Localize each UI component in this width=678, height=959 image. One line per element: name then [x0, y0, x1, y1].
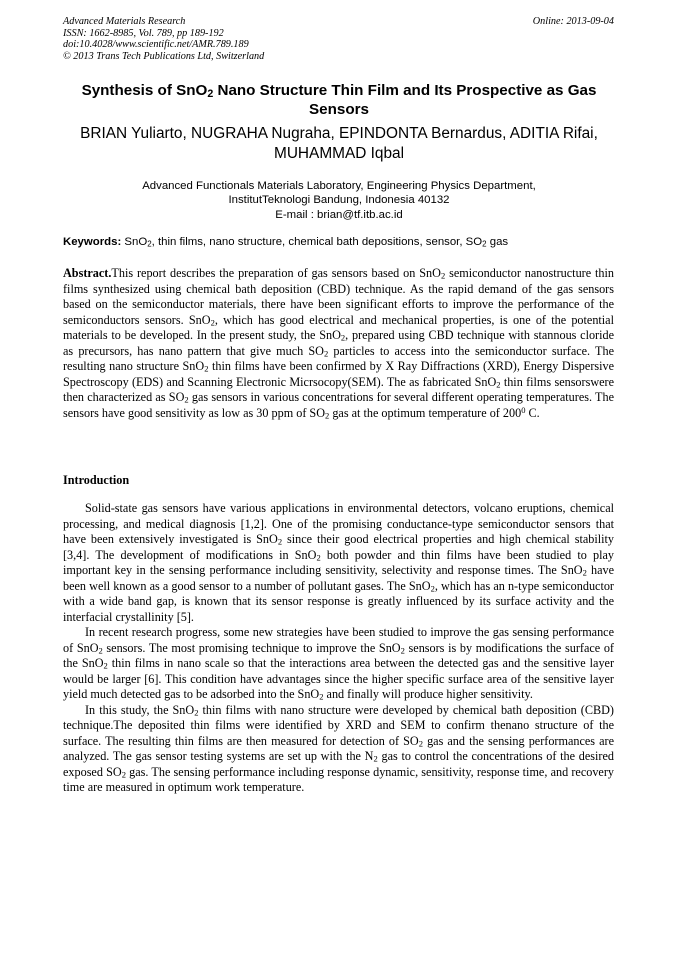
- journal-header: [63, 16, 614, 62]
- abstract: Abstract.This report describes the preparation of gas sensors based on SnO$_2$ semiconductor nanostructure thin films synthesized using chemical bath deposition (CBD) technique. As the rapid demand of the gas sensors based on the semiconductor materials, there have been significant efforts to improve the performance of the semiconductors sensors. SnO$_2$, which has good electrical and mechanical properties, is one of the potential materials to be developed. In the present study, the SnO$_2$, prepared using CBD technique with stannous cloride as precursors, has nano pattern that give much $SO_2$ particles to access into the semiconductor surface. The resulting nano structure SnO$_2$ thin films have been confirmed by X Ray Diffractions (XRD), Energy Dispersive Spectroscopy (EDS) and Scanning Electronic Micrsocopy(SEM). The as fabricated SnO$_2$ thin films sensorswere then characterized as $SO_2$ gas sensors in various concentrations for several different operating temperatures. The sensors have good sensitivity as low as 30 ppm of $SO_2$ gas at the optimum temperature of $200^0$ C.: [63, 266, 615, 421]
- affiliation-email: E-mail : brian@tf.itb.ac.id: [275, 208, 403, 221]
- paragraph: Solid-state gas sensors have various applications in environmental detectors, volcano eruptions, chemical processing, and medical diagnosis [1,2]. One of the promising conductance-type semiconductor sensors that have been extensively investigated is SnO$_2$ since their good electrical properties and high chemical stability [3,4]. The development of modifications in SnO$_2$ both powder and thin films have been studied to play important key in the sensing performance including sensitivity, selectivity and response times. The SnO$_2$ have been well known as a good sensor to a number of pollutant gases. The SnO$_2$, which has an n-type semiconductor with a wide band gap, is known that its sensor response is greatly influenced by its surface activity and the interfacial crystallinity [5].: [63, 501, 615, 624]
- journal-name: Advanced Materials Research: [63, 16, 186, 27]
- copyright: © 2013 Trans Tech Publications Ltd, Switzerland: [63, 50, 265, 62]
- authors: BRIAN Yuliarto, NUGRAHA Nugraha, EPINDONTA Bernardus, ADITIA Rifai, MUHAMMAD Iqbal: [80, 125, 598, 162]
- keywords: Keywords: SnO$_2$, thin films, nano structure, chemical bath depositions, sensor, $SO_2$ gas: [63, 236, 509, 249]
- keywords-label: Keywords:: [63, 236, 122, 248]
- paragraph: In recent research progress, some new strategies have been studied to improve the gas sensing performance of SnO$_2$ sensors. The most promising technique to improve the SnO$_2$ sensors is by modifications the surface of the SnO$_2$ thin films in nano scale so that the interactions area between the detected gas and the sensitive layer would be larger [6]. This condition have advantages since the higher specific surface area of the sensitive layer yield much detected gas to be adsorbed into the SnO$_2$ and finally will produce higher sensitivity.: [63, 625, 614, 702]
- paper-title: Synthesis of SnO$_2$ Nano Structure Thin Film and Its Prospective as Gas Sensors: [81, 82, 597, 118]
- paragraph: In this study, the SnO$_2$ thin films with nano structure were developed by chemical bath deposition (CBD) technique.The deposited thin films were identified by XRD and SEM to confirm thenano structure of the surface. The resulting thin films are then measured for detection of $SO_2$ gas and the sensing performances are analyzed. The gas sensor testing systems are set up with the $N_2$ gas to control the concentrations of the desired exposed $SO_2$ gas. The sensing performance including response dynamic, sensitivity, response time, and recovery time are measured in optimum work temperature.: [63, 702, 614, 794]
- doi: doi:10.4028/www.scientific.net/AMR.789.189: [63, 39, 249, 51]
- introduction-body: [63, 501, 614, 796]
- issn: ISSN: 1662-8985, Vol. 789, pp 189-192: [63, 27, 224, 39]
- affiliation: [60, 179, 618, 222]
- affiliation-lab: Advanced Functionals Materials Laboratory, Engineering Physics Department,: [142, 180, 536, 192]
- online-date: Online: 2013-09-04: [532, 16, 614, 27]
- introduction-heading: Introduction: [63, 473, 130, 487]
- affiliation-institute: InstitutTeknologi Bandung, Indonesia 40132: [228, 194, 450, 207]
- abstract-label: Abstract.: [63, 266, 112, 280]
